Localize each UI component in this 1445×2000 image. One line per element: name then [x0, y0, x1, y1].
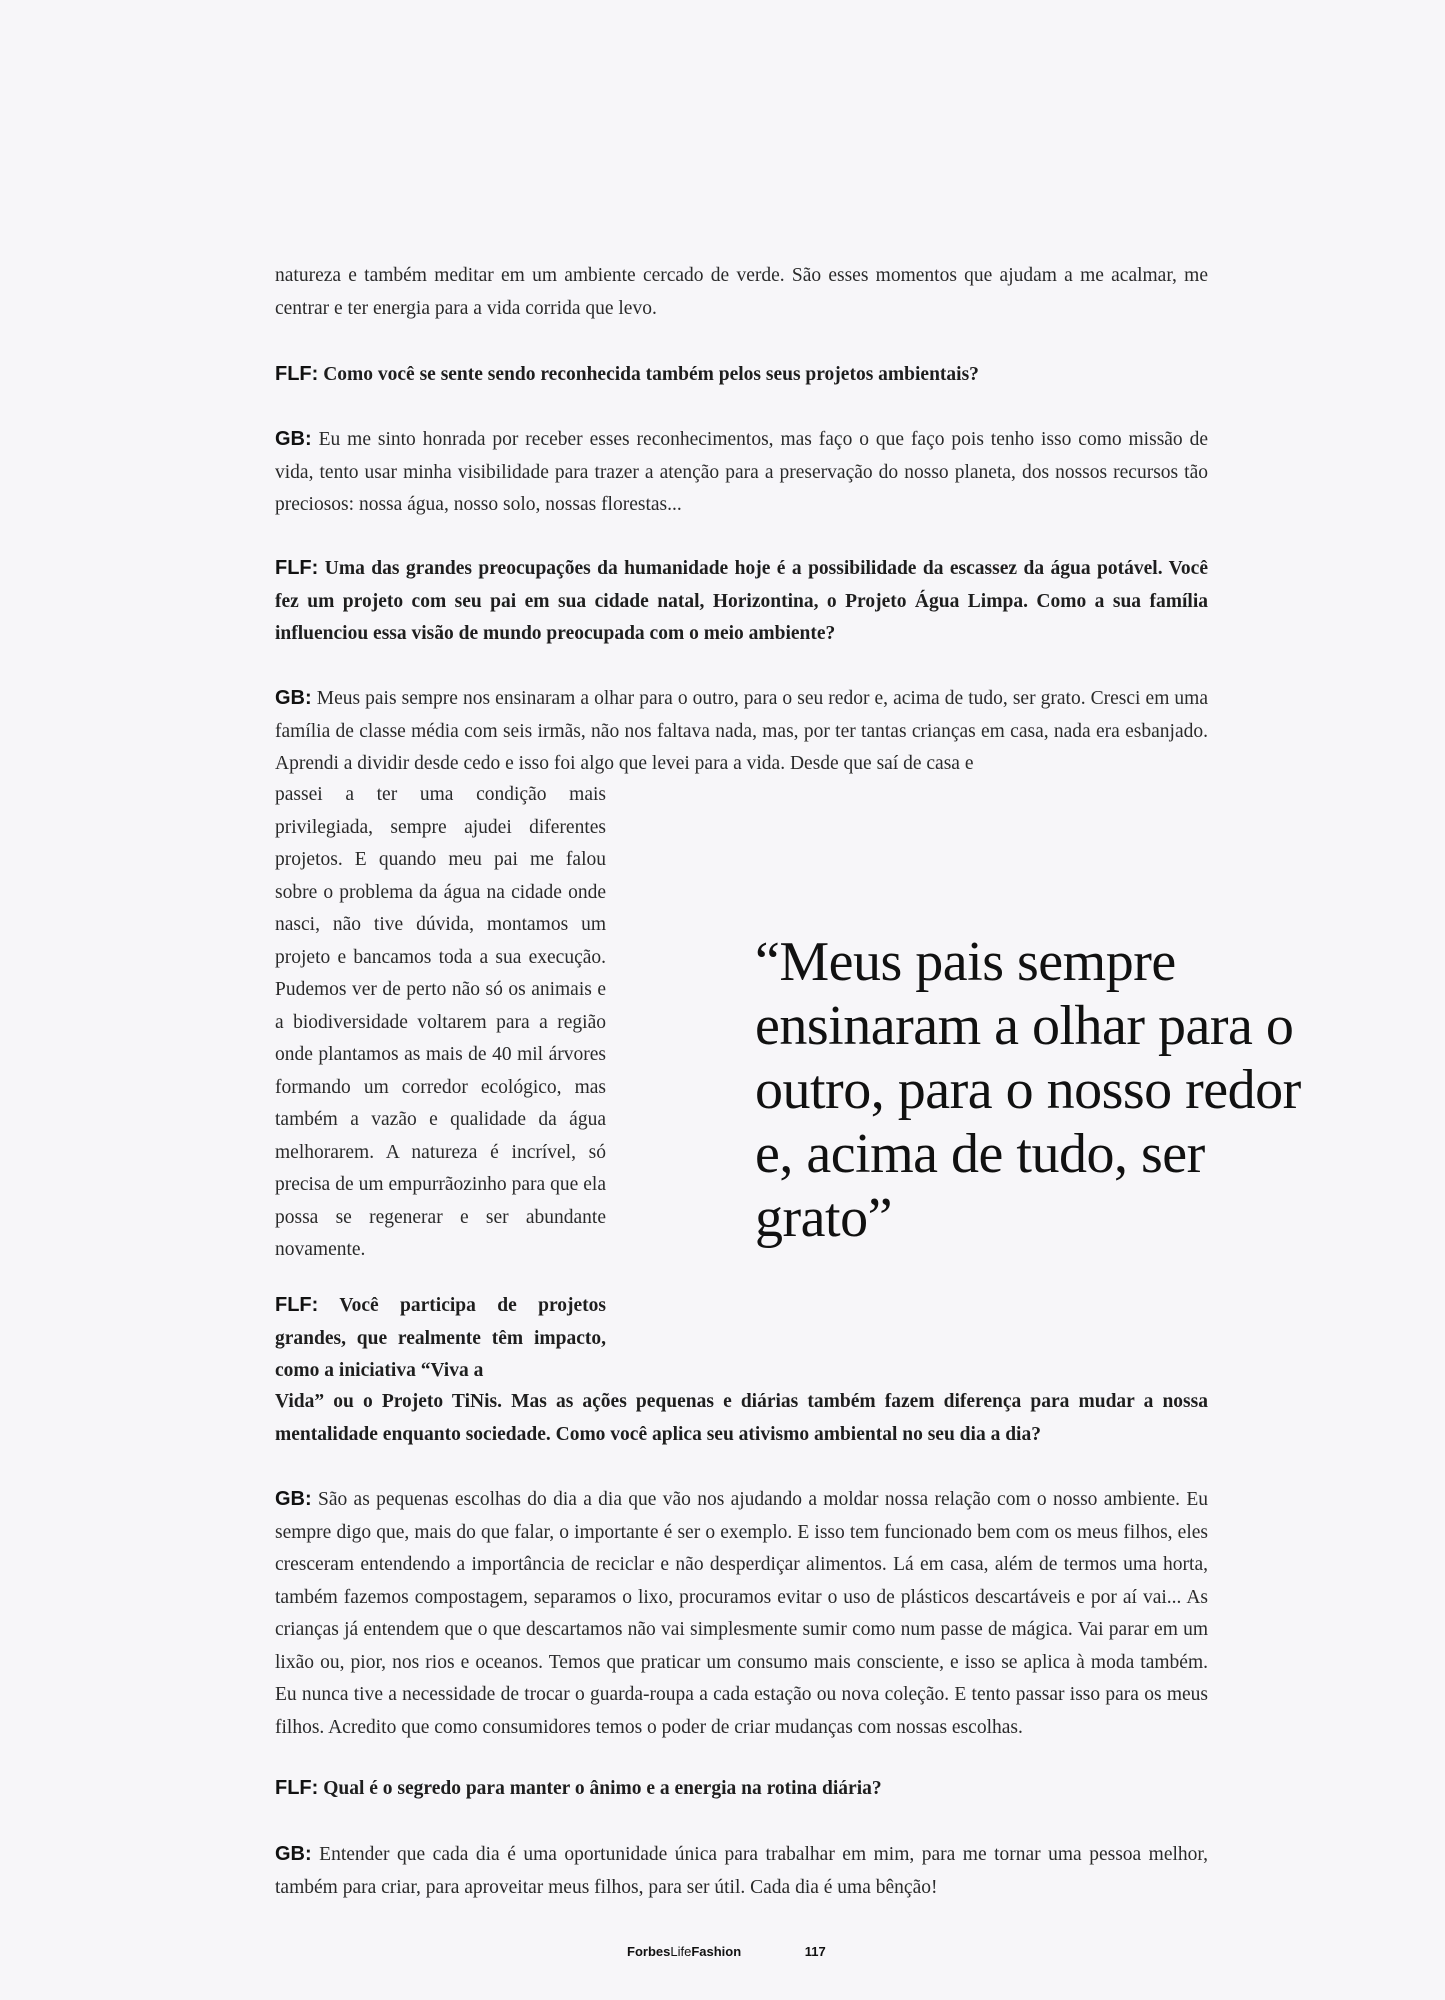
page-footer [627, 1944, 826, 1959]
speaker-label: FLF: [275, 557, 319, 579]
question-1 [275, 358, 1208, 392]
answer-text: Eu me sinto honrada por receber esses reconhecimentos, mas faço o que faço pois tenho isso como missão de vida, tento usar minha visibilidade para trazer a atenção para a preservação do nosso planeta, dos nossos recursos tão preciosos: nossa água, nosso solo, nossas florestas... [275, 429, 1208, 515]
answer-4 [275, 1838, 1208, 1904]
answer-2-narrow [275, 779, 606, 1267]
answer-3 [275, 1483, 1208, 1744]
answer-2-wide [275, 682, 1208, 781]
question-text-continued: Vida” ou o Projeto TiNis. Mas as ações pequenas e diárias também fazem diferença para mudar a nossa mentalidade enquanto sociedade. Como você aplica seu ativismo ambiental no seu dia a dia? [275, 1391, 1208, 1445]
answer-text-continued: passei a ter uma condição mais privilegiada, sempre ajudei diferentes projetos. E quando meu pai me falou sobre o problema da água na cidade onde nasci, não tive dúvida, montamos um projeto e bancamos toda a sua execução. Pudemos ver de perto não só os animais e a biodiversidade voltarem para a região onde plantamos as mais de 40 mil árvores formando um corredor ecológico, mas também a vazão e qualidade da água melhorarem. A natureza é incrível, só precisa de um empurrãozinho para que ela possa se regenerar e ser abundante novamente. [275, 784, 606, 1260]
answer-text: Entender que cada dia é uma oportunidade única para trabalhar em mim, para me tornar uma pessoa melhor, também para criar, para aproveitar meus filhos, para ser útil. Cada dia é uma bênção! [275, 1844, 1209, 1898]
question-text: Como você se sente sendo reconhecida também pelos seus projetos ambientais? [323, 364, 979, 385]
brand-forbes: Forbes [627, 1944, 671, 1959]
speaker-label: GB: [275, 1843, 312, 1865]
question-text: Qual é o segredo para manter o ânimo e a energia na rotina diária? [323, 1778, 882, 1799]
question-3-wide [275, 1386, 1208, 1451]
answer-1 [275, 423, 1208, 522]
question-text: Você participa de projetos grandes, que realmente têm impacto, como a iniciativa “Viva a [275, 1295, 606, 1381]
brand-life: Life [670, 1944, 692, 1959]
speaker-label: GB: [275, 1488, 312, 1510]
answer-text: Meus pais sempre nos ensinaram a olhar para o outro, para o seu redor e, acima de tudo, ser grato. Cresci em uma família de classe média com seis irmãs, não nos faltava nada, mas, por ter tantas crianças em casa, nada era esbanjado. Aprendi a dividir desde cedo e isso foi algo que levei para a vida. Desde que saí de casa e [275, 688, 1208, 774]
speaker-label: GB: [275, 687, 312, 709]
pull-quote: “Meus pais sempre ensinaram a olhar para o outro, para o nosso redor e, acima de tudo, ser grato” [755, 931, 1301, 1249]
question-3-narrow [275, 1289, 606, 1388]
speaker-label: FLF: [275, 363, 319, 385]
speaker-label: GB: [275, 428, 312, 450]
question-2 [275, 552, 1208, 651]
question-text: Uma das grandes preocupações da humanidade hoje é a possibilidade da escassez da água potável. Você fez um projeto com seu pai em sua cidade natal, Horizontina, o Projeto Água Limpa. Como a sua família influenciou essa visão de mundo preocupada com o meio ambiente? [275, 558, 1208, 644]
answer-text: São as pequenas escolhas do dia a dia que vão nos ajudando a moldar nossa relação com o nosso ambiente. Eu sempre digo que, mais do que falar, o importante é ser o exemplo. E isso tem funcionado bem com os meus filhos, eles cresceram entendendo a importância de reciclar e não desperdiçar alimentos. Lá em casa, além de termos uma horta, também fazemos compostagem, separamos o lixo, procuramos evitar o uso de plásticos descartáveis e por aí vai... As crianças já entendem que o que descartamos não vai simplesmente sumir como num passe de mágica. Vai parar em um lixão ou, pior, nos rios e oceanos. Temos que praticar um consumo mais consciente, e isso se aplica à moda também. Eu nunca tive a necessidade de trocar o guarda-roupa a cada estação ou nova coleção. E tento passar isso para os meus filhos. Acredito que como consumidores temos o poder de criar mudanças com nossas escolhas. [275, 1489, 1209, 1738]
intro-text: natureza e também meditar em um ambiente cercado de verde. São esses momentos que ajudam a me acalmar, me centrar e ter energia para a vida corrida que levo. [275, 265, 1208, 319]
page-number: 117 [804, 1944, 826, 1959]
speaker-label: FLF: [275, 1777, 319, 1799]
intro-paragraph [275, 260, 1208, 325]
brand-fashion: Fashion [691, 1944, 742, 1959]
speaker-label: FLF: [275, 1294, 319, 1316]
question-4 [275, 1772, 1208, 1806]
